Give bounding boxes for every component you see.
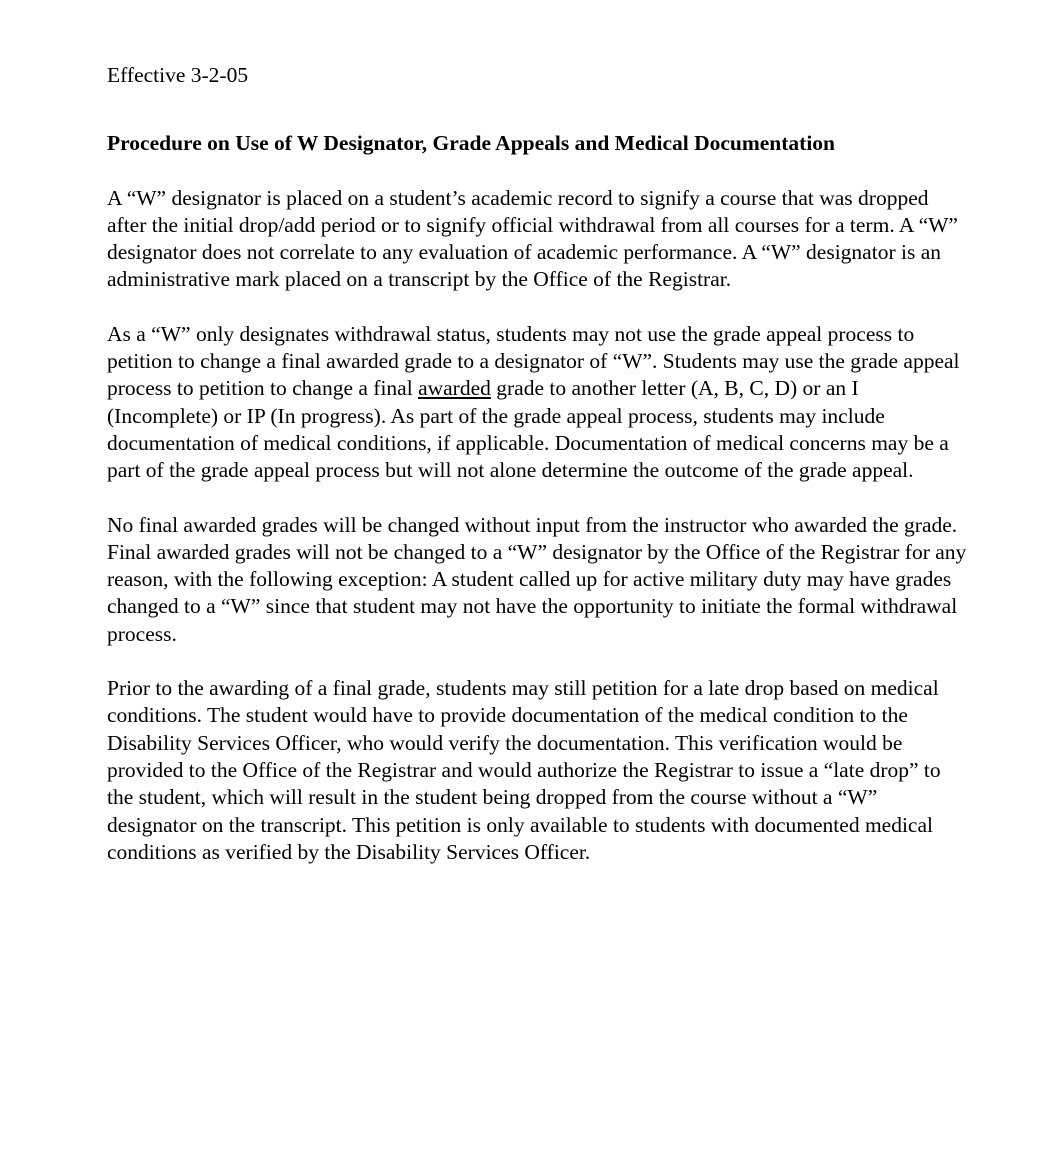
paragraph-late-drop-petition: Prior to the awarding of a final grade, students may still petition for a late drop based on medical conditions. The student would have to provide documentation of the medical condition to the Disability Services Officer, who would verify the documentation. This verification would be provided to the Office of the Registrar and would authorize the Registrar to issue a “late drop” to the student, which will result in the student being dropped from the course without a “W” designator on the transcript. This petition is only available to students with documented medical conditions as verified by the Disability Services Officer.	[107, 676, 941, 864]
effective-date: Effective 3-2-05	[107, 63, 249, 87]
paragraph-grade-appeal-text-before: As a “W” only designates withdrawal status, students may not use the grade appeal process to petition to change a final awarded grade to a designator of “W”. Students may use the grade appeal process to petition to change a final	[107, 321, 960, 401]
paragraph-final-grade-changes: No final awarded grades will be changed without input from the instructor who awarded the grade. Final awarded grades will not be changed to a “W” designator by the Office of the Registrar for any reason, with the following exception: A student called up for active military duty may have grades changed to a “W” since that student may not have the opportunity to initiate the formal withdrawal process.	[107, 512, 967, 646]
paragraph-w-designator-definition: A “W” designator is placed on a student’s academic record to signify a course that was dropped after the initial drop/add period or to signify official withdrawal from all courses for a term. A “W” designator does not correlate to any evaluation of academic performance. A “W” designator is an administrative mark placed on a transcript by the Office of the Registrar.	[107, 185, 958, 292]
document-title: Procedure on Use of W Designator, Grade Appeals and Medical Documentation	[107, 131, 836, 156]
paragraph-grade-appeal-text-after: grade to another letter (A, B, C, D) or an I (Incomplete) or IP (In progress). As part of the grade appeal process, students may include documentation of medical conditions, if applicable. Documentation of medical concerns may be a part of the grade appeal process but will not alone determine the outcome of the grade appeal.	[107, 376, 949, 483]
paragraph-grade-appeal-process	[107, 321, 967, 485]
underlined-word-awarded: awarded	[418, 376, 491, 401]
